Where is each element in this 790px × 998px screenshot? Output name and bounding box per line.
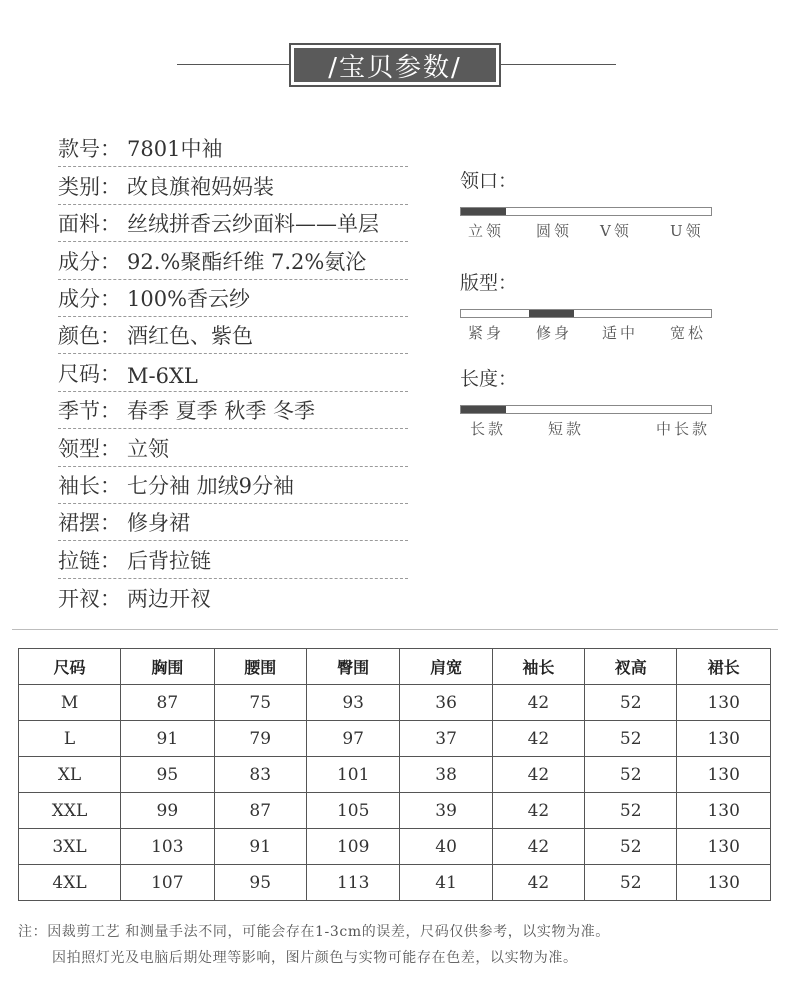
table-cell: 95 (214, 865, 306, 901)
section-divider (12, 629, 778, 630)
table-cell: 36 (400, 685, 492, 721)
scale-options (460, 418, 712, 438)
param-label: 成分： (58, 249, 121, 274)
table-cell: 83 (214, 757, 306, 793)
param-value: 春季 夏季 秋季 冬季 (127, 399, 316, 424)
table-cell: 113 (306, 865, 400, 901)
param-row (58, 130, 408, 167)
param-value: 改良旗袍妈妈装 (127, 174, 274, 199)
scale-option: 圆领 (536, 222, 573, 240)
scale-option: 修身 (536, 324, 573, 342)
header-title: /宝贝参数/ (294, 48, 496, 82)
param-label: 颜色： (58, 324, 121, 349)
param-value: 七分袖 加绒9分袖 (127, 473, 295, 498)
table-cell: L (19, 721, 121, 757)
scale-option: 长款 (470, 420, 507, 438)
param-value: 100%香云纱 (127, 286, 251, 311)
table-cell: XXL (19, 793, 121, 829)
product-params-list (58, 130, 408, 616)
table-cell: 42 (492, 829, 584, 865)
table-cell: 130 (677, 793, 771, 829)
table-cell: 52 (585, 757, 677, 793)
param-value: M-6XL (127, 363, 198, 388)
table-cell: 130 (677, 685, 771, 721)
param-label: 款号： (58, 137, 121, 162)
param-row (58, 167, 408, 204)
size-table-header-cell: 臀围 (306, 649, 400, 685)
table-cell: 130 (677, 829, 771, 865)
size-table-header-cell: 胸围 (121, 649, 215, 685)
size-table-header-row (19, 649, 771, 685)
table-cell: 40 (400, 829, 492, 865)
table-cell: 99 (121, 793, 215, 829)
param-label: 袖长： (58, 473, 121, 498)
size-table (18, 648, 771, 901)
param-value: 7801中袖 (127, 137, 223, 162)
scale-bar (460, 207, 712, 216)
table-cell: 79 (214, 721, 306, 757)
param-row (58, 579, 408, 616)
table-row (19, 829, 771, 865)
param-row (58, 354, 408, 391)
table-row (19, 721, 771, 757)
scale-option: 立领 (468, 222, 505, 240)
param-row (58, 429, 408, 466)
scale-options (460, 322, 712, 342)
param-label: 季节： (58, 399, 121, 424)
table-cell: 107 (121, 865, 215, 901)
size-table-header-cell: 衩高 (585, 649, 677, 685)
table-row (19, 757, 771, 793)
table-cell: 38 (400, 757, 492, 793)
table-cell: 130 (677, 721, 771, 757)
scale-option: 适中 (602, 324, 639, 342)
table-cell: 42 (492, 865, 584, 901)
param-label: 类别： (58, 174, 121, 199)
table-cell: 130 (677, 757, 771, 793)
param-value: 立领 (127, 436, 169, 461)
table-cell: 103 (121, 829, 215, 865)
param-value: 酒红色、紫色 (127, 324, 253, 349)
table-cell: 130 (677, 865, 771, 901)
param-label: 成分： (58, 286, 121, 311)
table-cell: 3XL (19, 829, 121, 865)
param-value: 两边开衩 (127, 587, 211, 612)
header-line-right (500, 64, 616, 65)
scale-bar (460, 309, 712, 318)
scale-options (460, 220, 712, 240)
param-value: 92.%聚酯纤维 7.2%氨沦 (127, 249, 367, 274)
param-row (58, 392, 408, 429)
size-table-header-cell: 腰围 (214, 649, 306, 685)
scale-option: V领 (600, 222, 632, 240)
table-cell: 42 (492, 757, 584, 793)
table-cell: 87 (121, 685, 215, 721)
scale-title: 版型： (460, 272, 518, 294)
table-cell: 52 (585, 793, 677, 829)
param-row (58, 205, 408, 242)
table-cell: 105 (306, 793, 400, 829)
scale-option: 中长款 (656, 420, 711, 438)
param-row (58, 504, 408, 541)
table-cell: 101 (306, 757, 400, 793)
scale-title: 长度： (460, 368, 518, 390)
table-cell: 52 (585, 685, 677, 721)
scale-bar (460, 405, 712, 414)
table-cell: 42 (492, 793, 584, 829)
param-row (58, 242, 408, 279)
size-table-header-cell: 裙长 (677, 649, 771, 685)
table-cell: 109 (306, 829, 400, 865)
param-label: 开衩： (58, 587, 121, 612)
scale-option: 短款 (548, 420, 585, 438)
note-line-2: 因拍照灯光及电脑后期处理等影响，图片颜色与实物可能存在色差，以实物为准。 (52, 950, 578, 966)
table-cell: 75 (214, 685, 306, 721)
param-value: 丝绒拼香云纱面料——单层 (127, 212, 379, 237)
scale-title: 领口： (460, 170, 518, 192)
scale-option: 紧身 (468, 324, 505, 342)
param-label: 裙摆： (58, 511, 121, 536)
size-table-header-cell: 肩宽 (400, 649, 492, 685)
param-value: 修身裙 (127, 511, 190, 536)
table-cell: 95 (121, 757, 215, 793)
param-row (58, 280, 408, 317)
param-row (58, 467, 408, 504)
header-line-left (177, 64, 290, 65)
table-cell: 93 (306, 685, 400, 721)
table-cell: 42 (492, 685, 584, 721)
table-cell: 39 (400, 793, 492, 829)
scale-collar (460, 166, 712, 240)
table-cell: 41 (400, 865, 492, 901)
param-label: 拉链： (58, 548, 121, 573)
param-value: 后背拉链 (127, 548, 211, 573)
table-cell: 97 (306, 721, 400, 757)
table-cell: 87 (214, 793, 306, 829)
param-label: 尺码： (58, 361, 121, 386)
table-cell: XL (19, 757, 121, 793)
table-cell: 52 (585, 721, 677, 757)
table-cell: 37 (400, 721, 492, 757)
scale-fit (460, 268, 712, 342)
param-label: 领型： (58, 436, 121, 461)
header-title-box (289, 43, 501, 87)
param-row (58, 541, 408, 578)
table-cell: 91 (121, 721, 215, 757)
table-cell: 42 (492, 721, 584, 757)
scale-indicator (461, 208, 506, 215)
scale-option: U领 (670, 222, 704, 240)
note-line-1: 注：因裁剪工艺 和测量手法不同，可能会存在1-3cm的误差，尺码仅供参考，以实物为准。 (18, 924, 610, 940)
scale-length (460, 364, 712, 438)
scale-indicator (461, 406, 506, 413)
table-cell: 52 (585, 829, 677, 865)
table-cell: 4XL (19, 865, 121, 901)
table-cell: M (19, 685, 121, 721)
table-cell: 91 (214, 829, 306, 865)
size-table-header-cell: 尺码 (19, 649, 121, 685)
param-row (58, 317, 408, 354)
scale-indicator (529, 310, 574, 317)
size-table-header-cell: 袖长 (492, 649, 584, 685)
scale-option: 宽松 (670, 324, 707, 342)
param-label: 面料： (58, 212, 121, 237)
table-row (19, 865, 771, 901)
table-cell: 52 (585, 865, 677, 901)
table-row (19, 685, 771, 721)
table-row (19, 793, 771, 829)
